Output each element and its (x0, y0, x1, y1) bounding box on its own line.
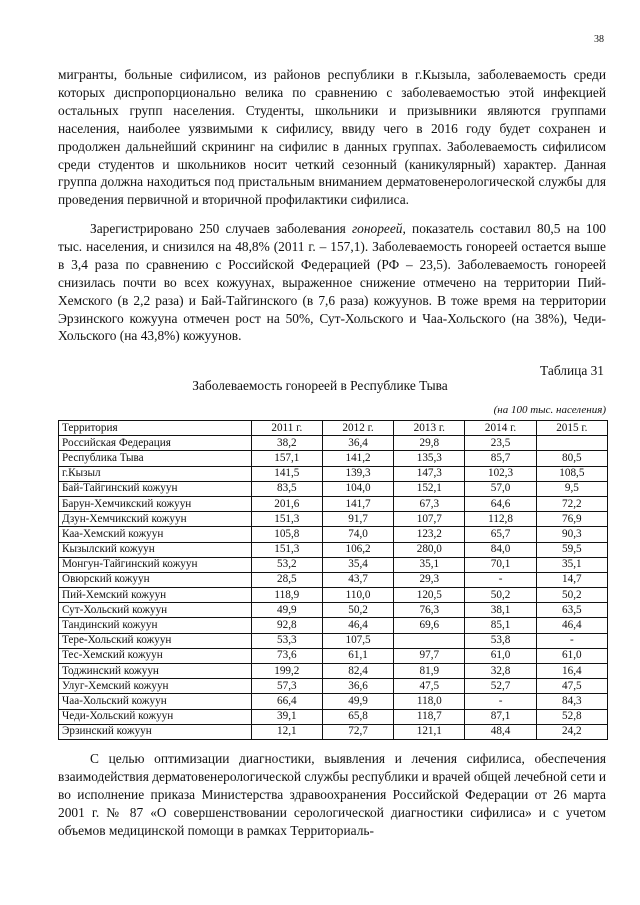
value-cell: 123,2 (394, 527, 465, 542)
territory-cell: Тандинский кожуун (59, 618, 252, 633)
value-cell: 57,0 (465, 481, 536, 496)
value-cell: 110,0 (322, 588, 393, 603)
value-cell: 35,1 (394, 557, 465, 572)
value-cell: 65,8 (322, 709, 393, 724)
value-cell: 16,4 (536, 664, 607, 679)
value-cell: 50,2 (322, 603, 393, 618)
value-cell: 38,1 (465, 603, 536, 618)
value-cell: 24,2 (536, 724, 607, 739)
header-territory: Территория (59, 421, 252, 436)
value-cell: 53,8 (465, 633, 536, 648)
paragraph-2-after: показатель составил 80,5 на 100 тыс. населения, и снизился на 48,8% (2011 г. – 157,1). Заболеваемость гонореей остается выше в 3,4 раза по сравнению с Российской Федерацией (РФ – 23,5). Заболеваемость гонореей снизилась почти во всех кожуунах, выраженное снижение отмечено на территории Пий-Хемского (в 2,2 раза) и Бай-Тайгинского (в 7,6 раза) кожуунов. В тоже время на территории Эрзинского кожууна отмечен рост на 50%, Сут-Хольского и Чаа-Хольского (на 38%), Чеди-Хольского (на 43,8%) кожуунов. (58, 221, 606, 344)
table-row (59, 466, 608, 481)
value-cell: 85,7 (465, 451, 536, 466)
territory-cell: Кызылский кожуун (59, 542, 252, 557)
value-cell: 151,3 (251, 542, 322, 557)
value-cell: 14,7 (536, 572, 607, 587)
table-row (59, 496, 608, 511)
table-row (59, 694, 608, 709)
table-row (59, 588, 608, 603)
value-cell: 9,5 (536, 481, 607, 496)
paragraph-gonorrhea-summary (58, 220, 606, 345)
page-number: 38 (594, 34, 604, 45)
value-cell (394, 633, 465, 648)
value-cell: 82,4 (322, 664, 393, 679)
value-cell: 53,2 (251, 557, 322, 572)
value-cell: 36,4 (322, 436, 393, 451)
table-row (59, 603, 608, 618)
table-row (59, 679, 608, 694)
value-cell: 50,2 (536, 588, 607, 603)
territory-cell: Барун-Хемчикский кожуун (59, 496, 252, 511)
value-cell: 152,1 (394, 481, 465, 496)
territory-cell: Российская Федерация (59, 436, 252, 451)
value-cell: 139,3 (322, 466, 393, 481)
table-row (59, 648, 608, 663)
value-cell: 57,3 (251, 679, 322, 694)
value-cell: - (536, 633, 607, 648)
header-2012: 2012 г. (322, 421, 393, 436)
value-cell: 32,8 (465, 664, 536, 679)
value-cell: 72,7 (322, 724, 393, 739)
table-row (59, 481, 608, 496)
value-cell: - (465, 694, 536, 709)
value-cell: 135,3 (394, 451, 465, 466)
value-cell: 84,0 (465, 542, 536, 557)
value-cell: 108,5 (536, 466, 607, 481)
value-cell: 63,5 (536, 603, 607, 618)
value-cell: 74,0 (322, 527, 393, 542)
value-cell: 97,7 (394, 648, 465, 663)
header-2013: 2013 г. (394, 421, 465, 436)
territory-cell: Овюрский кожуун (59, 572, 252, 587)
value-cell: 76,9 (536, 512, 607, 527)
value-cell: 120,5 (394, 588, 465, 603)
paragraph-syphilis-groups (58, 66, 606, 209)
paragraph-2-before: Зарегистрировано 250 случаев заболевания (90, 221, 352, 236)
header-2011: 2011 г. (251, 421, 322, 436)
table-row (59, 664, 608, 679)
value-cell: 107,7 (394, 512, 465, 527)
value-cell: 201,6 (251, 496, 322, 511)
value-cell: 66,4 (251, 694, 322, 709)
value-cell: 52,8 (536, 709, 607, 724)
value-cell: 112,8 (465, 512, 536, 527)
value-cell: 141,2 (322, 451, 393, 466)
paragraph-1-text: мигранты, больные сифилисом, из районов республики в г.Кызыла, заболеваемость среди которых диспропорционально велика по сравнению с заболеваемостью этой инфекцией остальных групп населения. Студенты, школьники и призывники являются группами населения, наиболее уязвимыми к сифилису, ввиду чего в 2016 году будет сохранен и продолжен дальнейший скрининг на сифилис в данных группах. Заболеваемость сифилисом среди студентов и школьников носит четкий сезонный (каникулярный) характер. Данная группа должна находиться под пристальным вниманием дерматовенерологической службы для проведения первичной и вторичной профилактики сифилиса. (58, 67, 606, 208)
value-cell: 12,1 (251, 724, 322, 739)
value-cell: 141,7 (322, 496, 393, 511)
value-cell: 118,0 (394, 694, 465, 709)
value-cell: 38,2 (251, 436, 322, 451)
table-row (59, 512, 608, 527)
table-row (59, 542, 608, 557)
table-title: Заболеваемость гонореей в Республике Тыва (192, 378, 448, 393)
value-cell: 90,3 (536, 527, 607, 542)
value-cell: 61,0 (536, 648, 607, 663)
value-cell: 80,5 (536, 451, 607, 466)
table-label: Таблица 31 (540, 363, 604, 378)
value-cell: 199,2 (251, 664, 322, 679)
value-cell: 36,6 (322, 679, 393, 694)
value-cell: 92,8 (251, 618, 322, 633)
value-cell: 28,5 (251, 572, 322, 587)
value-cell: - (465, 572, 536, 587)
table-row (59, 618, 608, 633)
territory-cell: Улуг-Хемский кожуун (59, 679, 252, 694)
value-cell: 47,5 (394, 679, 465, 694)
value-cell: 53,3 (251, 633, 322, 648)
value-cell: 49,9 (251, 603, 322, 618)
territory-cell: Чеди-Хольский кожуун (59, 709, 252, 724)
value-cell (536, 436, 607, 451)
table-row (59, 451, 608, 466)
table-row (59, 436, 608, 451)
table-row (59, 724, 608, 739)
value-cell: 29,3 (394, 572, 465, 587)
table-row (59, 572, 608, 587)
value-cell: 39,1 (251, 709, 322, 724)
territory-cell: Бай-Тайгинский кожуун (59, 481, 252, 496)
table-header-row (59, 421, 608, 436)
value-cell: 61,1 (322, 648, 393, 663)
value-cell: 83,5 (251, 481, 322, 496)
value-cell: 102,3 (465, 466, 536, 481)
value-cell: 118,7 (394, 709, 465, 724)
value-cell: 72,2 (536, 496, 607, 511)
paragraph-2-italic: гонореей, (351, 221, 406, 236)
value-cell: 35,4 (322, 557, 393, 572)
territory-cell: Пий-Хемский кожуун (59, 588, 252, 603)
table-body (59, 436, 608, 740)
paragraph-3-text: С целью оптимизации диагностики, выявления и лечения сифилиса, обеспечения взаимодействия дерматовенерологической службы республики и врачей общей лечебной сети и во исполнение приказа Министерства здравоохранения Российской Федерации от 26 марта 2001 г. № 87 «О совершенствовании серологической диагностики сифилиса» и с учетом объемов медицинской помощи в рамках Территориаль- (58, 751, 606, 838)
territory-cell: г.Кызыл (59, 466, 252, 481)
value-cell: 49,9 (322, 694, 393, 709)
territory-cell: Эрзинский кожуун (59, 724, 252, 739)
header-2014: 2014 г. (465, 421, 536, 436)
value-cell: 280,0 (394, 542, 465, 557)
territory-cell: Тере-Хольский кожуун (59, 633, 252, 648)
paragraph-optimization (58, 750, 606, 840)
value-cell: 121,1 (394, 724, 465, 739)
value-cell: 107,5 (322, 633, 393, 648)
value-cell: 46,4 (536, 618, 607, 633)
value-cell: 50,2 (465, 588, 536, 603)
value-cell: 48,4 (465, 724, 536, 739)
value-cell: 52,7 (465, 679, 536, 694)
territory-cell: Тоджинский кожуун (59, 664, 252, 679)
territory-cell: Сут-Хольский кожуун (59, 603, 252, 618)
value-cell: 61,0 (465, 648, 536, 663)
value-cell: 76,3 (394, 603, 465, 618)
value-cell: 35,1 (536, 557, 607, 572)
value-cell: 157,1 (251, 451, 322, 466)
territory-cell: Дзун-Хемчикский кожуун (59, 512, 252, 527)
value-cell: 85,1 (465, 618, 536, 633)
value-cell: 147,3 (394, 466, 465, 481)
value-cell: 87,1 (465, 709, 536, 724)
value-cell: 67,3 (394, 496, 465, 511)
table-row (59, 709, 608, 724)
value-cell: 29,8 (394, 436, 465, 451)
table-units: (на 100 тыс. населения) (493, 404, 606, 416)
table-row (59, 557, 608, 572)
value-cell: 91,7 (322, 512, 393, 527)
value-cell: 65,7 (465, 527, 536, 542)
territory-cell: Чаа-Хольский кожуун (59, 694, 252, 709)
territory-cell: Каа-Хемский кожуун (59, 527, 252, 542)
value-cell: 141,5 (251, 466, 322, 481)
territory-cell: Тес-Хемский кожуун (59, 648, 252, 663)
value-cell: 59,5 (536, 542, 607, 557)
value-cell: 151,3 (251, 512, 322, 527)
value-cell: 106,2 (322, 542, 393, 557)
value-cell: 73,6 (251, 648, 322, 663)
value-cell: 43,7 (322, 572, 393, 587)
gonorrhea-incidence-table (58, 420, 608, 740)
value-cell: 69,6 (394, 618, 465, 633)
value-cell: 105,8 (251, 527, 322, 542)
value-cell: 84,3 (536, 694, 607, 709)
value-cell: 81,9 (394, 664, 465, 679)
value-cell: 47,5 (536, 679, 607, 694)
value-cell: 70,1 (465, 557, 536, 572)
table-row (59, 633, 608, 648)
value-cell: 104,0 (322, 481, 393, 496)
territory-cell: Республика Тыва (59, 451, 252, 466)
value-cell: 64,6 (465, 496, 536, 511)
value-cell: 118,9 (251, 588, 322, 603)
header-2015: 2015 г. (536, 421, 607, 436)
value-cell: 46,4 (322, 618, 393, 633)
territory-cell: Монгун-Тайгинский кожуун (59, 557, 252, 572)
value-cell: 23,5 (465, 436, 536, 451)
table-row (59, 527, 608, 542)
